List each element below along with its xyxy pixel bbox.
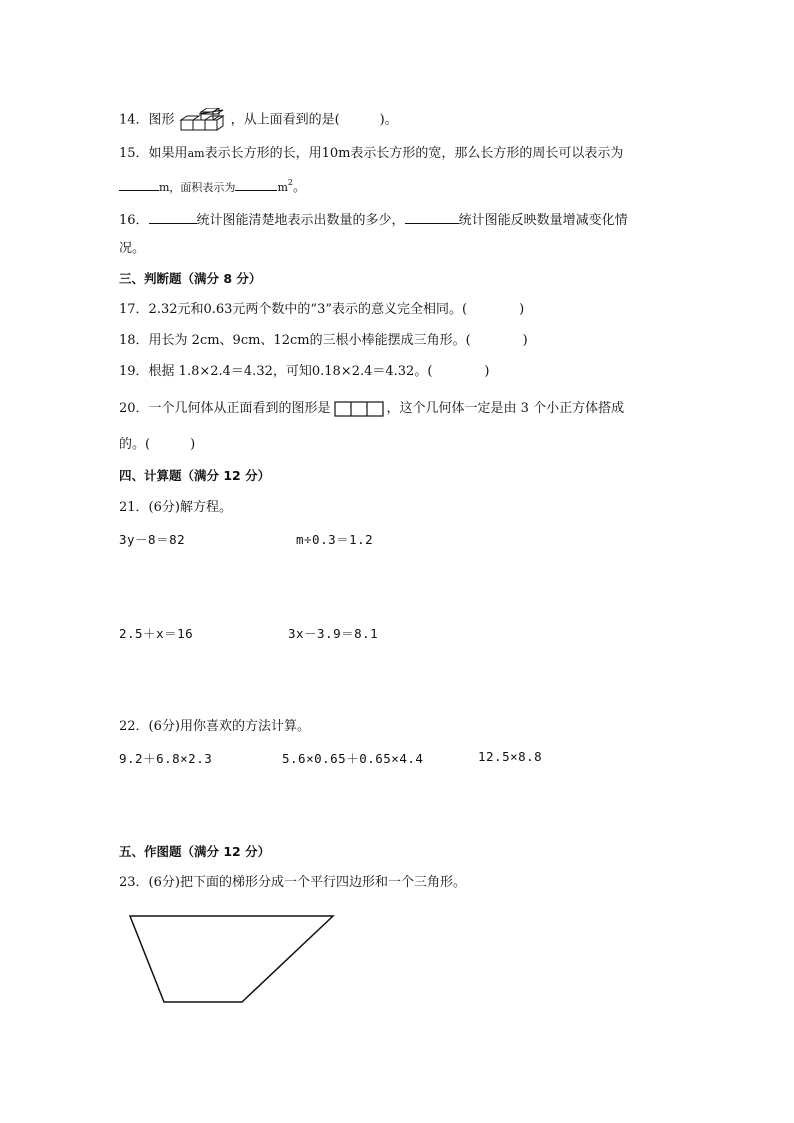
question-17: [119, 301, 524, 319]
q20-text-b: ，这个几何体一定是由 3 个小正方体搭成: [386, 401, 625, 416]
question-23-title: 23．(6分)把下面的梯形分成一个平行四边形和一个三角形。: [119, 875, 466, 890]
expression-1: 9.2＋6.8×2.3: [119, 751, 213, 766]
q16-text-c: 况。: [119, 241, 146, 256]
q15-text-a: 如果用: [148, 146, 188, 161]
q15-variable: am: [187, 147, 205, 160]
q14-prefix: 图形: [148, 112, 175, 128]
q20-end: ): [190, 437, 196, 452]
q19-end: ): [484, 364, 490, 379]
q16-blank-1[interactable]: [149, 209, 197, 224]
cube-stack-figure: [177, 108, 229, 132]
question-16-line2: [119, 240, 145, 258]
question-20-line2: [119, 436, 195, 454]
section-4-heading: 四、计算题（满分 12 分）: [119, 468, 271, 483]
q20-text-a: 20．一个几何体从正面看到的图形是: [119, 401, 331, 416]
q15-unit-m: m: [277, 181, 288, 194]
equation-2: m÷0.3＝1.2: [296, 532, 374, 547]
question-20: [119, 400, 624, 418]
q18-end: ): [522, 333, 528, 348]
question-15-line2: [119, 176, 306, 197]
equation-3: 2.5＋x＝16: [119, 626, 194, 641]
question-15: [119, 145, 623, 163]
q15-number: 15．: [119, 146, 149, 161]
equation-4: 3x－3.9＝8.1: [288, 626, 379, 641]
q14-text: ，从上面看到的是(: [230, 112, 340, 128]
q15-unit-text: m，面积表示为: [159, 181, 236, 194]
question-14: [119, 108, 398, 132]
three-squares-figure: [334, 401, 384, 417]
question-16: [119, 209, 628, 230]
q15-blank-area[interactable]: [235, 176, 277, 191]
q20-text-c: 的。(: [119, 437, 151, 452]
q16-blank-2[interactable]: [405, 209, 459, 224]
q16-number: 16．: [119, 213, 149, 228]
q15-text-b: 表示长方形的长，用10m表示长方形的宽，那么长方形的周长可以表示为: [204, 146, 624, 161]
q16-text-a: 统计图能清楚地表示出数量的多少，: [196, 213, 405, 228]
expression-2: 5.6×0.65＋0.65×4.4: [282, 751, 424, 766]
q17-end: ): [519, 302, 525, 317]
expression-3: 12.5×8.8: [478, 749, 543, 764]
trapezoid-figure: [120, 906, 345, 1010]
q14-number: 14．: [119, 112, 149, 128]
q15-end: 。: [292, 180, 306, 195]
question-22-title: 22．(6分)用你喜欢的方法计算。: [119, 719, 310, 734]
question-18: [119, 332, 528, 350]
section-5-heading: 五、作图题（满分 12 分）: [119, 844, 271, 859]
question-19: [119, 363, 489, 381]
q19-text: 19．根据 1.8×2.4＝4.32，可知0.18×2.4＝4.32。(: [119, 364, 433, 379]
q14-end: )。: [379, 112, 398, 128]
q17-text: 17．2.32元和0.63元两个数中的“3”表示的意义完全相同。(: [119, 302, 468, 317]
section-3-heading: 三、判断题（满分 8 分）: [119, 271, 262, 286]
q18-text: 18．用长为 2cm、9cm、12cm的三根小棒能摆成三角形。(: [119, 333, 471, 348]
q15-superscript: 2: [287, 178, 293, 187]
question-21-title: 21．(6分)解方程。: [119, 500, 232, 515]
equation-1: 3y－8＝82: [119, 532, 186, 547]
q15-blank-perimeter[interactable]: [119, 176, 159, 191]
q16-text-b: 统计图能反映数量增减变化情: [458, 213, 628, 228]
